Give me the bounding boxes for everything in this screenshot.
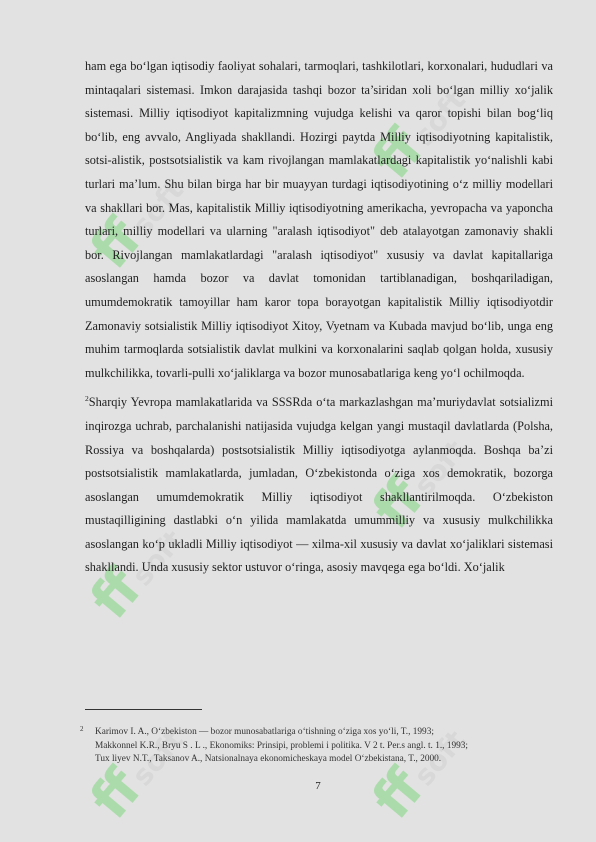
watermark-logo: ffsoft	[360, 723, 473, 831]
footnote-line: Makkonnel K.R., Bryu S . L ., Ekonomiks: Prinsipi, problemi i politika. V 2 t. Per.s angl. t. 1., 1993;	[95, 740, 468, 751]
footnotes	[80, 726, 550, 767]
watermark-logo: ffsoft	[78, 723, 191, 831]
footnote-mark: 2	[80, 725, 84, 733]
watermark-logo: ffsoft	[78, 523, 191, 631]
watermark-logo: ffsoft	[360, 83, 473, 191]
watermark-logo: ffsoft	[360, 433, 473, 541]
footnote-line: Tux liyev N.T., Taksanov A., Natsionalnaya ekonomicheskaya model O‘zbekistana, T., 2000.	[95, 754, 442, 764]
page-number: 7	[315, 780, 321, 792]
footnote-ref: 2	[85, 394, 89, 404]
footnote-separator	[85, 709, 202, 710]
paragraph-1: ham ega bo‘lgan iqtisodiy faoliyat sohalari, tarmoqlari, tashkilotlari, korxonalari, hududlari va mintaqalari sistemasi. Imkon darajasida tashqi bozor ta’siridan xoli bo‘lgan milliy xo‘jalik sistemasi. Milliy iqtisodiyot kapitalizmning vujudga kelishi va qaror topishi bilan bog‘liq bo‘lib, eng avvalo, Angliyada shakllandi. Hozirgi paytda Milliy iqtisodiyotning kapitalistik, sotsi-alistik, postsotsialistik va kam rivojlangan mamlakatlardagi kapitalistik yo‘nalishli kabi turlari ma’lum. Shu bilan birga har bir muayyan turdagi iqtisodiyotining o‘z milliy modellari va shakllari bor. Mas, kapitalistik Milliy iqtisodiyotning amerikacha, yevropacha va yaponcha turlari, milliy modellari va ularning "aralash iqtisodiyot" deb atalayotgan zamonaviy shakli bor. Rivojlangan mamlakatlardagi "aralash iqtisodiyot" xususiy va davlat kapitallariga asoslangan hamda bozor va davlat tomonidan tartiblanadigan, boshqariladigan, umumdemokratik tamoyillar ham karor topa borayotgan kapitalistik Milliy iqtisodiyotdir Zamonaviy sotsialistik Milliy iqtisodiyot Xitoy, Vyetnam va Kubada mavjud bo‘lib, unga eng muhim tarmoqlarda sotsialistik davlat mulkini va korxonalarini saqlab qolgan holda, xususiy mulkchilikka, tovarli-pulli xo‘jaliklarga va bozor munosabatlariga keng yo‘l ochilmoqda.	[85, 59, 553, 380]
body-text	[85, 55, 553, 580]
watermark-logo: ffsoft	[78, 173, 191, 281]
footnote-line: Karimov I. A., O‘zbekiston — bozor munosabatlariga o‘tishning o‘ziga xos yo‘li, T., 1993;	[95, 727, 434, 737]
paragraph-2: $^2$Sharqiy Yevropa mamlakatlarida va SSSRda o‘ta markazlashgan ma’muriydavlat sotsializmi inqirozga uchrab, parchalanishi natijasida vujudga kelgan yangi mustaqil davlatlarda (Polsha, Rossiya va boshqalarda) postsotsialistik Milliy iqtisodiyotga aylanmoqda. Boshqa ba’zi postsotsialistik mamlakatlarda, jumladan, O‘zbekistonda o‘ziga xos demokratik, bozorga asoslangan umumdemokratik Milliy iqtisodiyot shakllantirilmoqda. O‘zbekiston mustaqilligining dastlabki o‘n yilida mamlakatda umummilliy va xususiy mulkchilikka asoslangan ko‘p ukladli Milliy iqtisodiyot — xilma-xil xususiy va davlat xo‘jaliklari sistemasi shakllandi. Unda xususiy sektor ustuvor o‘ringa, asosiy mavqega ega bo‘ldi. Xo‘jalik	[85, 394, 553, 575]
